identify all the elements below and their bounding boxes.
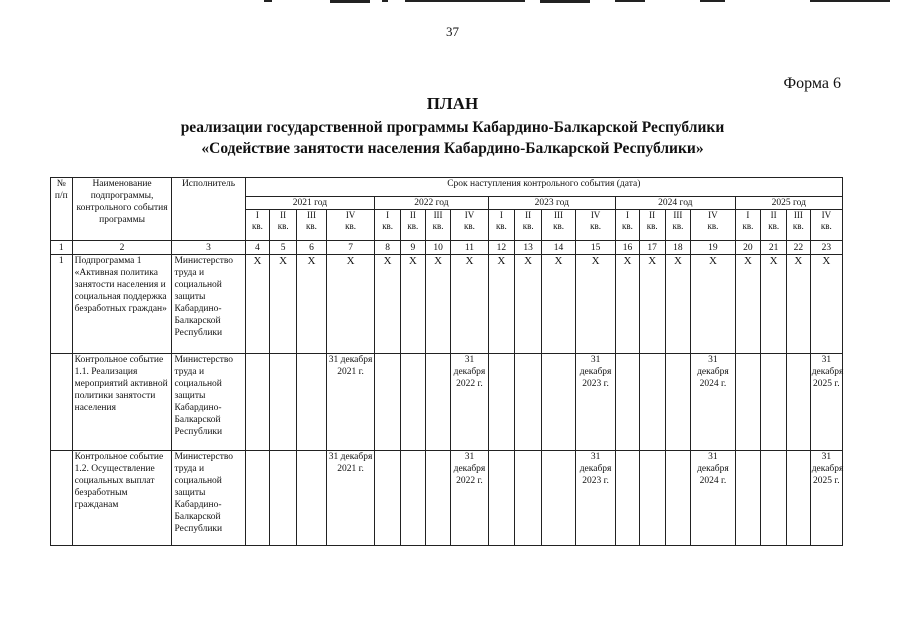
column-number: 21 — [761, 241, 787, 255]
column-number: 5 — [270, 241, 297, 255]
header-quarter — [270, 210, 297, 241]
x-mark-cell: X — [425, 255, 451, 354]
header-quarter — [542, 210, 576, 241]
quarter-numeral: IV — [464, 210, 475, 220]
date-cell — [270, 354, 297, 451]
quarter-numeral: I — [746, 210, 750, 220]
date-cell — [488, 354, 515, 451]
quarter-abbr: кв. — [407, 221, 419, 231]
column-number: 8 — [375, 241, 401, 255]
row-num — [51, 451, 73, 546]
column-number: 14 — [542, 241, 576, 255]
column-number: 10 — [425, 241, 451, 255]
date-cell — [245, 451, 270, 546]
column-number: 23 — [810, 241, 842, 255]
date-cell — [639, 354, 665, 451]
quarter-abbr: кв. — [306, 221, 317, 231]
x-mark-cell: X — [401, 255, 426, 354]
x-mark-cell: X — [515, 255, 542, 354]
header-year: 2025 год — [735, 197, 842, 210]
quarter-numeral: IV — [708, 210, 718, 220]
date-cell — [375, 354, 401, 451]
table-row — [51, 354, 843, 451]
quarter-numeral: III — [673, 210, 683, 220]
date-cell — [515, 451, 542, 546]
quarter-abbr: кв. — [251, 221, 263, 231]
header-quarter — [375, 210, 401, 241]
column-number: 19 — [691, 241, 735, 255]
header-quarter — [639, 210, 665, 241]
page-number: 37 — [446, 24, 459, 39]
column-number: 6 — [297, 241, 327, 255]
document-subtitle-line1: реализации государственной программы Кабардино-Балкарской Республики — [180, 119, 725, 136]
quarter-abbr: кв. — [277, 221, 289, 231]
quarter-abbr: кв. — [464, 221, 475, 231]
quarter-abbr: кв. — [522, 221, 534, 231]
column-number: 15 — [576, 241, 616, 255]
date-cell: 31 декабря 2025 г. — [810, 354, 842, 451]
date-cell: 31 декабря 2025 г. — [810, 451, 842, 546]
date-cell — [735, 451, 761, 546]
header-quarter — [245, 210, 270, 241]
document-subtitle-line2: «Содействие занятости населения Кабардино-Балкарской Республики» — [201, 140, 704, 157]
quarter-abbr: кв. — [820, 221, 832, 231]
column-number: 11 — [451, 241, 488, 255]
date-cell — [401, 354, 426, 451]
date-cell: 31 декабря 2023 г. — [576, 451, 616, 546]
quarter-abbr: кв. — [382, 221, 394, 231]
date-cell: 31 декабря 2022 г. — [451, 354, 488, 451]
column-number: 16 — [616, 241, 640, 255]
header-quarter — [787, 210, 811, 241]
quarter-numeral: I — [255, 210, 259, 220]
x-mark-cell: X — [616, 255, 640, 354]
date-cell: 31 декабря 2024 г. — [691, 451, 735, 546]
x-mark-cell: X — [270, 255, 297, 354]
date-cell — [515, 354, 542, 451]
header-quarter — [810, 210, 842, 241]
date-cell — [297, 451, 327, 546]
column-number-row — [51, 241, 843, 255]
column-number: 17 — [639, 241, 665, 255]
header-quarter — [691, 210, 735, 241]
header-year: 2022 год — [375, 197, 488, 210]
x-mark-cell: X — [691, 255, 735, 354]
header-year: 2024 год — [616, 197, 735, 210]
row-name: Контрольное событие 1.1. Реализация мероприятий активной политики занятости населения — [72, 354, 172, 451]
header-quarter — [761, 210, 787, 241]
column-number: 9 — [401, 241, 426, 255]
date-cell — [735, 354, 761, 451]
column-number: 22 — [787, 241, 811, 255]
quarter-numeral: I — [386, 210, 390, 220]
column-number: 4 — [245, 241, 270, 255]
quarter-numeral: III — [306, 210, 316, 220]
quarter-numeral: I — [499, 210, 503, 220]
header-quarter — [665, 210, 691, 241]
quarter-numeral: II — [649, 210, 656, 220]
x-mark-cell: X — [451, 255, 488, 354]
plan-table — [50, 177, 843, 546]
header-quarter — [425, 210, 451, 241]
column-number: 2 — [72, 241, 172, 255]
quarter-numeral: II — [409, 210, 416, 220]
column-number: 7 — [326, 241, 374, 255]
x-mark-cell: X — [375, 255, 401, 354]
quarter-abbr: кв. — [768, 221, 780, 231]
date-cell: 31 декабря 2021 г. — [326, 354, 374, 451]
x-mark-cell: X — [735, 255, 761, 354]
quarter-numeral: II — [280, 210, 287, 220]
quarter-abbr: кв. — [742, 221, 754, 231]
header-quarter — [401, 210, 426, 241]
date-cell — [665, 354, 691, 451]
date-cell — [425, 451, 451, 546]
x-mark-cell: X — [326, 255, 374, 354]
header-quarter — [297, 210, 327, 241]
quarter-abbr: кв. — [590, 221, 601, 231]
date-cell — [488, 451, 515, 546]
quarter-numeral: III — [554, 210, 564, 220]
date-cell — [425, 354, 451, 451]
quarter-abbr: кв. — [672, 221, 684, 231]
quarter-numeral: II — [770, 210, 777, 220]
header-quarter — [735, 210, 761, 241]
row-executor: Министерство труда и социальной защиты Кабардино-Балкарской Республики — [172, 255, 245, 354]
date-cell: 31 декабря 2024 г. — [691, 354, 735, 451]
quarter-numeral: I — [625, 210, 629, 220]
header-row — [51, 178, 843, 197]
column-number: 1 — [51, 241, 73, 255]
header-num: № п/п — [51, 178, 73, 241]
header-year: 2023 год — [488, 197, 616, 210]
row-executor: Министерство труда и социальной защиты Кабардино-Балкарской Республики — [172, 451, 245, 546]
date-cell — [270, 451, 297, 546]
x-mark-cell: X — [488, 255, 515, 354]
form-label: Форма 6 — [783, 75, 841, 92]
column-number: 20 — [735, 241, 761, 255]
quarter-abbr: кв. — [792, 221, 804, 231]
header-name: Наименование подпрограммы, контрольного события программы — [72, 178, 172, 241]
x-mark-cell: X — [245, 255, 270, 354]
x-mark-cell: X — [787, 255, 811, 354]
x-mark-cell: X — [761, 255, 787, 354]
date-cell — [639, 451, 665, 546]
column-number: 18 — [665, 241, 691, 255]
quarter-numeral: III — [433, 210, 443, 220]
x-mark-cell: X — [665, 255, 691, 354]
quarter-abbr: кв. — [432, 221, 444, 231]
x-mark-cell: X — [810, 255, 842, 354]
column-number: 12 — [488, 241, 515, 255]
quarter-numeral: III — [793, 210, 803, 220]
quarter-numeral: II — [525, 210, 532, 220]
header-quarter — [616, 210, 640, 241]
quarter-numeral: IV — [590, 210, 601, 220]
date-cell — [665, 451, 691, 546]
document-title: ПЛАН — [426, 94, 479, 113]
date-cell: 31 декабря 2021 г. — [326, 451, 374, 546]
quarter-abbr: кв. — [495, 221, 507, 231]
date-cell — [542, 354, 576, 451]
date-cell — [787, 354, 811, 451]
row-num: 1 — [51, 255, 73, 354]
column-number: 13 — [515, 241, 542, 255]
quarter-abbr: кв. — [345, 221, 356, 231]
column-number: 3 — [172, 241, 245, 255]
header-quarter — [326, 210, 374, 241]
quarter-abbr: кв. — [622, 221, 633, 231]
header-year: 2021 год — [245, 197, 375, 210]
date-cell: 31 декабря 2023 г. — [576, 354, 616, 451]
row-num — [51, 354, 73, 451]
table-row — [51, 255, 843, 354]
x-mark-cell: X — [542, 255, 576, 354]
date-cell — [787, 451, 811, 546]
quarter-abbr: кв. — [707, 221, 719, 231]
header-deadline: Срок наступления контрольного события (дата) — [245, 178, 842, 197]
date-cell: 31 декабря 2022 г. — [451, 451, 488, 546]
quarter-abbr: кв. — [553, 221, 564, 231]
quarter-abbr: кв. — [646, 221, 658, 231]
quarter-numeral: IV — [345, 210, 356, 220]
header-quarter — [488, 210, 515, 241]
table-row — [51, 451, 843, 546]
x-mark-cell: X — [639, 255, 665, 354]
date-cell — [761, 451, 787, 546]
header-quarter — [576, 210, 616, 241]
date-cell — [616, 354, 640, 451]
header-executor: Исполнитель — [172, 178, 245, 241]
row-name: Подпрограмма 1 «Активная политика занятости населения и социальная поддержка безработных граждан» — [72, 255, 172, 354]
date-cell — [297, 354, 327, 451]
date-cell — [401, 451, 426, 546]
date-cell — [245, 354, 270, 451]
date-cell — [375, 451, 401, 546]
header-quarter — [451, 210, 488, 241]
quarter-numeral: IV — [821, 210, 832, 220]
scan-artifact-marks — [0, 0, 905, 6]
date-cell — [542, 451, 576, 546]
row-executor: Министерство труда и социальной защиты Кабардино-Балкарской Республики — [172, 354, 245, 451]
x-mark-cell: X — [297, 255, 327, 354]
date-cell — [761, 354, 787, 451]
header-quarter — [515, 210, 542, 241]
date-cell — [616, 451, 640, 546]
row-name: Контрольное событие 1.2. Осуществление социальных выплат безработным гражданам — [72, 451, 172, 546]
x-mark-cell: X — [576, 255, 616, 354]
